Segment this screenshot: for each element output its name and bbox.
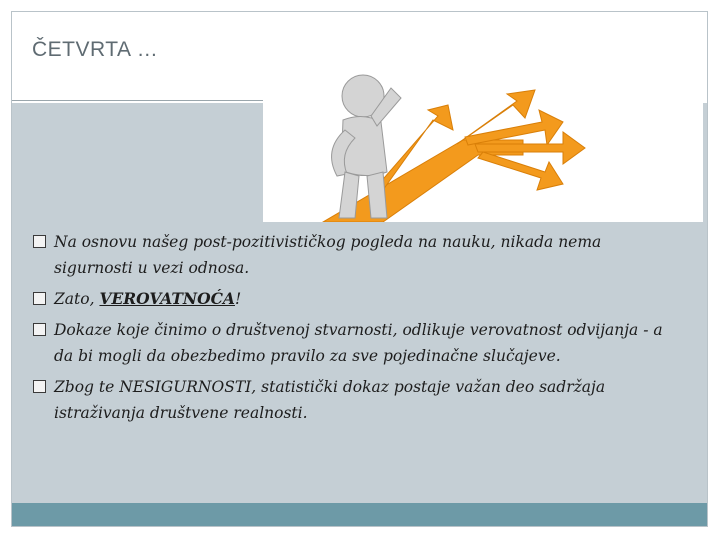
square-bullet-icon (33, 292, 46, 305)
bullet-item (33, 317, 673, 369)
bullet-item (33, 374, 673, 426)
crossroads-illustration (263, 60, 703, 222)
bullet-item (33, 229, 673, 281)
bullet-text: Na osnovu našeg post-pozitivističkog pogleda na nauku, nikada nema sigurnosti u vezi odnosa. (54, 233, 602, 277)
emphasized-term: VEROVATNOĆA (99, 289, 235, 308)
bullet-text-suffix: ! (234, 290, 242, 308)
slide-title: ČETVRTA … (32, 38, 159, 61)
title-divider (12, 100, 265, 101)
confused-figure-at-crossroads-icon (263, 60, 703, 222)
bottom-accent-bar (12, 503, 707, 526)
bullet-text: Zbog te NESIGURNOSTI, statistički dokaz postaje važan deo sadržaja istraživanja društvene realnosti. (54, 378, 606, 422)
bullet-text: Dokaze koje činimo o društvenoj stvarnosti, odlikuje verovatnost odvijanja - a da bi mogli da obezbedimo pravilo za sve pojedinačne slučajeve. (54, 321, 663, 365)
bullet-item (33, 286, 673, 312)
square-bullet-icon (33, 380, 46, 393)
bullet-text-prefix: Zato, (54, 290, 100, 308)
bullet-list (33, 229, 673, 431)
square-bullet-icon (33, 323, 46, 336)
square-bullet-icon (33, 235, 46, 248)
